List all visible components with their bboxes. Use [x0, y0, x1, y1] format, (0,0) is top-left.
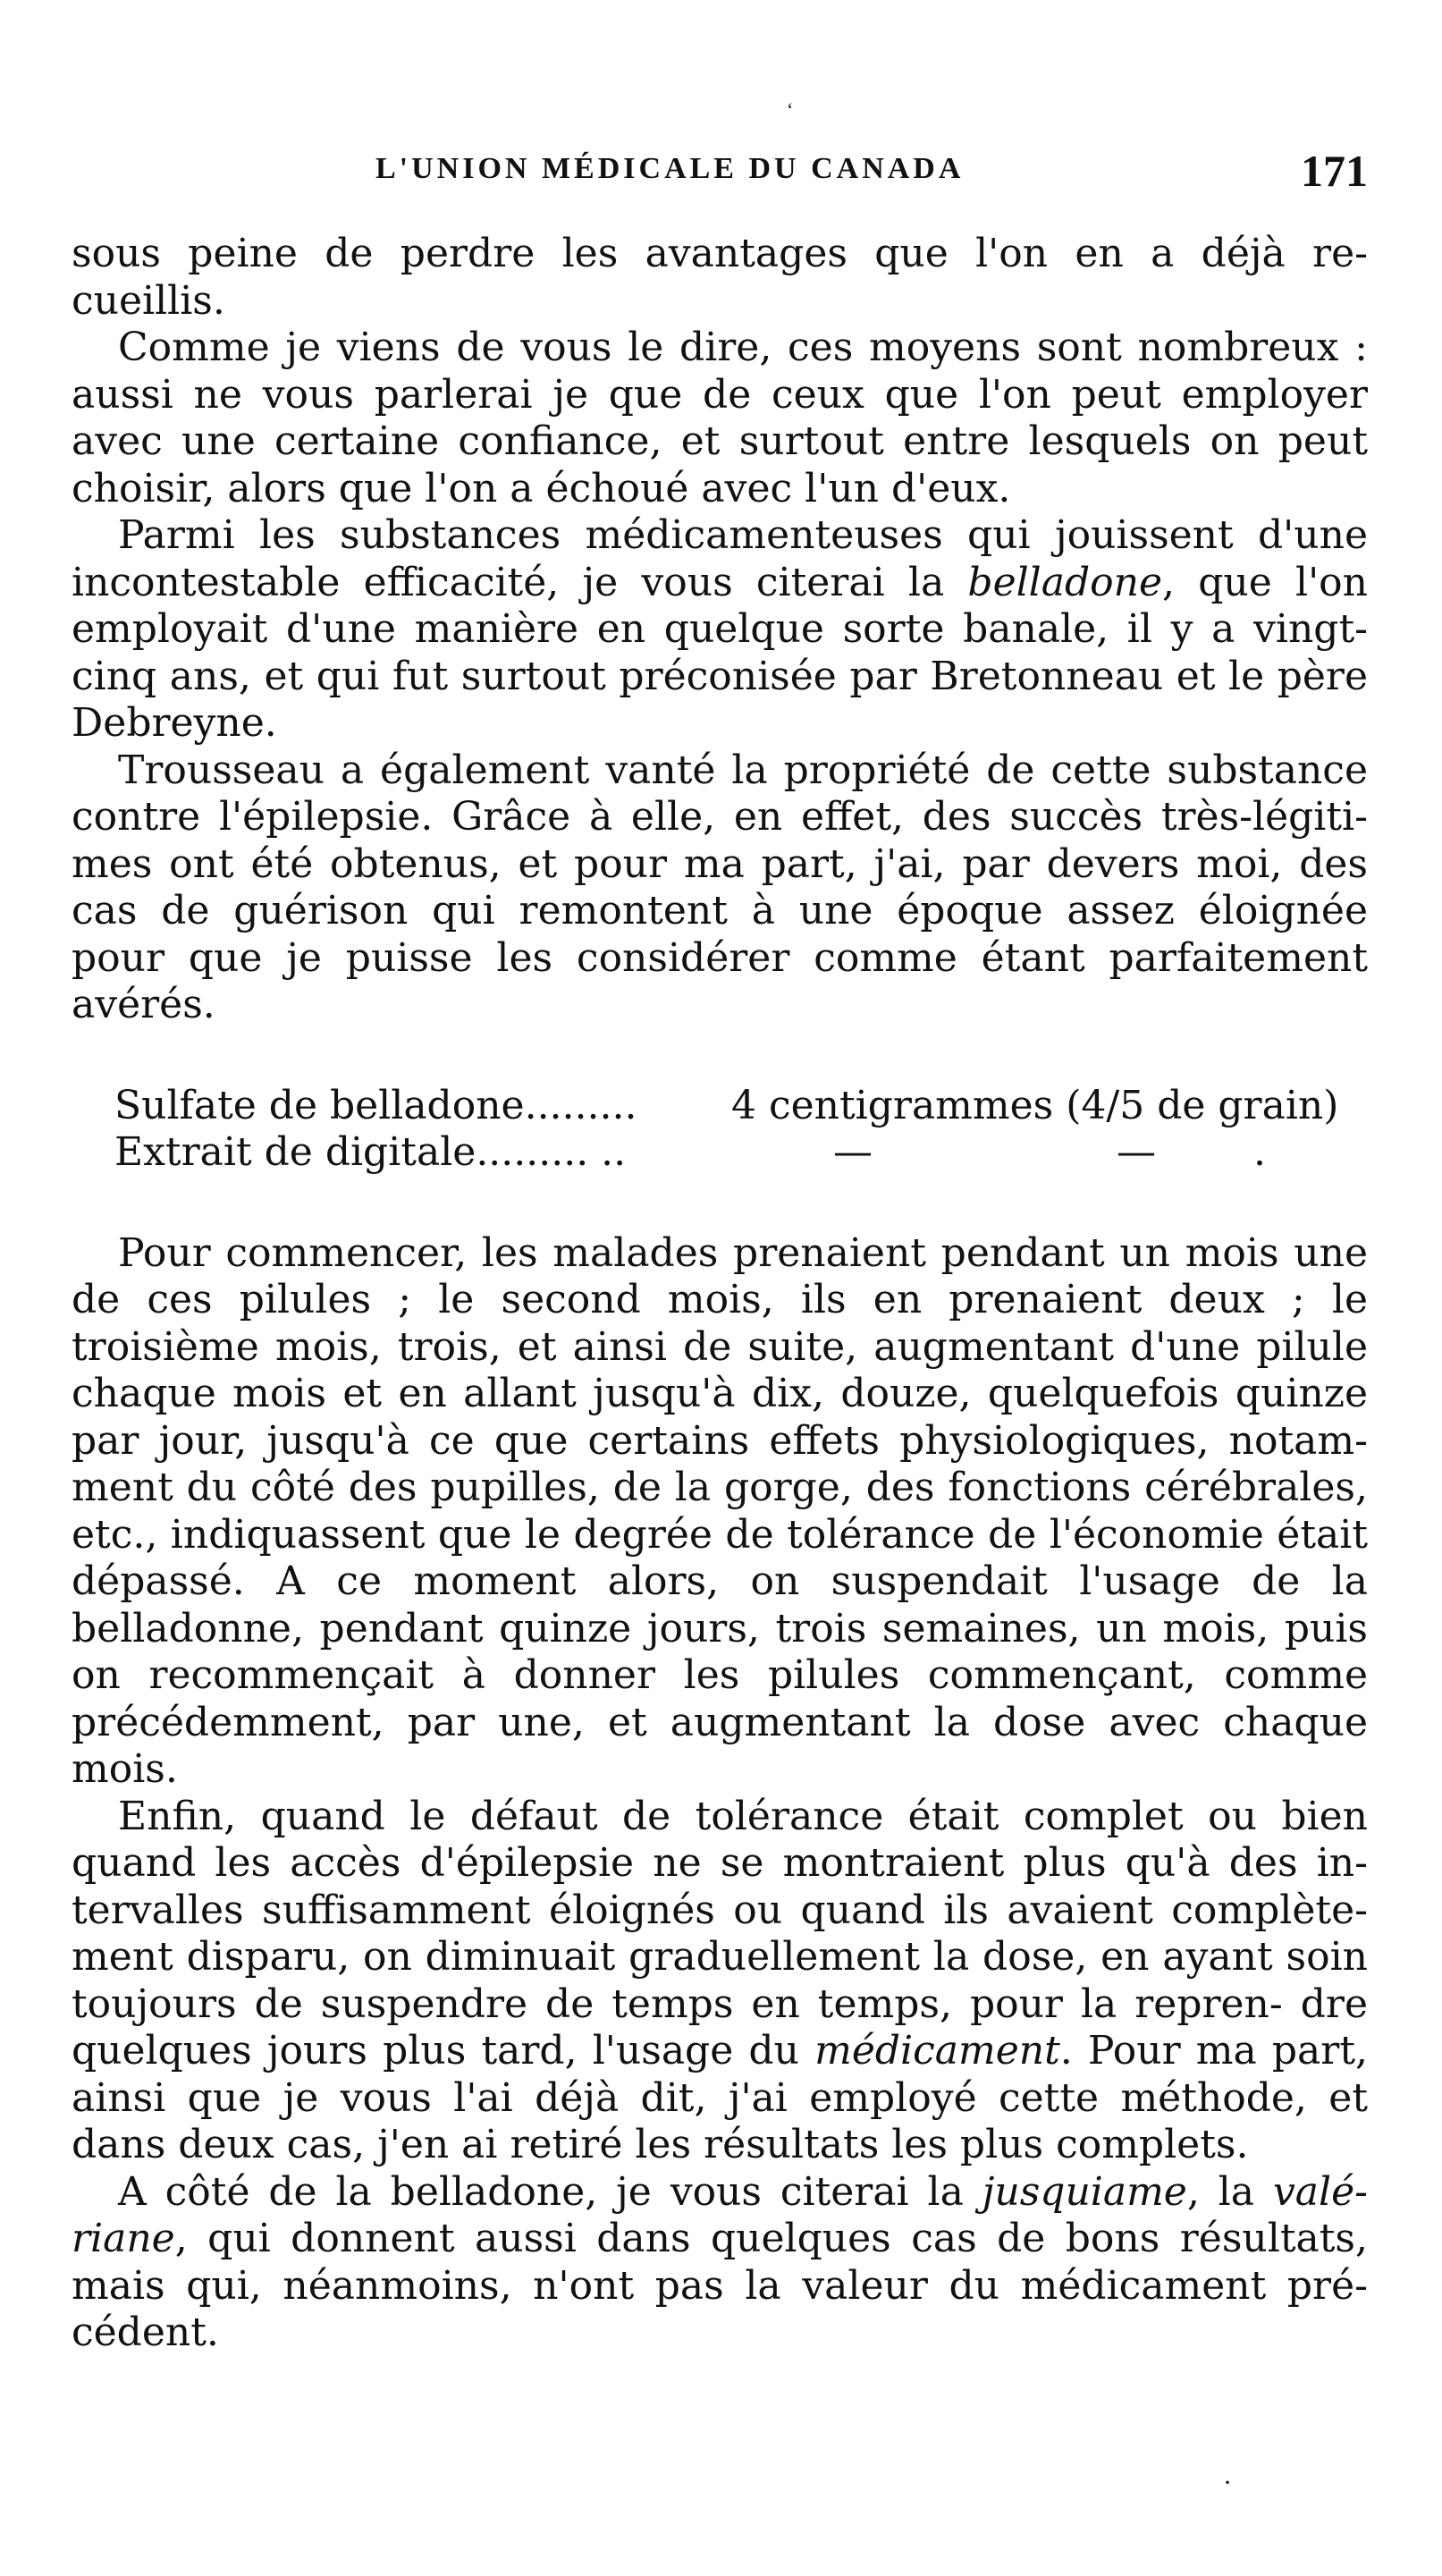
top-ink-mark: ‘	[787, 98, 794, 121]
paragraph-6-text-c: . Pour ma part, ainsi que je vous l'ai déjà dit, j'ai employé cette méthode, et dans deux cas, j'en ai retiré les résultats les plus complets.	[72, 2028, 1368, 2167]
body-text	[72, 231, 1368, 2357]
paragraph-7-text-e: , qui donnent aussi dans quelques cas de bons résultats, mais qui, néanmoins, n'ont pas la valeur du médicament pré- cédent.	[72, 2216, 1368, 2355]
paragraph-6-text-a: Enfin, quand le défaut de tolérance était complet ou bien quand les accès d'épilepsie ne se montraient plus qu'à des in- tervalles suffisamment éloignés ou quand ils avaient complète- ment disparu, on diminuait graduellement la dose, en ayant soin toujours de suspendre de temps en temps, pour la repren- dre quelques jours plus tard, l'usage du	[72, 1793, 1368, 2073]
spacer	[72, 1177, 1368, 1230]
paragraph-7-text-a: A côté de la belladone, je vous citerai la	[118, 2168, 964, 2215]
formula-dose-1: 4 centigrammes (4/5 de grain)	[731, 1082, 1339, 1128]
page-header	[72, 145, 1368, 198]
paragraph-7-text-c: , la	[1186, 2168, 1255, 2215]
formula-ingredient-2: Extrait de digitale......... ..	[114, 1129, 627, 1175]
paragraph-7-italic-jusquiame: jusquiame	[982, 2168, 1187, 2215]
running-title: L'UNION MÉDICALE DU CANADA	[375, 152, 965, 185]
paragraph-3-italic-belladone: belladone	[967, 559, 1163, 605]
bottom-ink-dot: ·	[1223, 2468, 1232, 2497]
paragraph-2: Comme je viens de vous le dire, ces moyens sont nombreux : aussi ne vous parlerai je que de ceux que l'on peut employer avec une certaine confiance, et surtout entre lesquels on peut choisir, alors que l'on a échoué avec l'un d'eux.	[72, 325, 1368, 511]
paragraph-3	[72, 512, 1368, 747]
paragraph-4: Trousseau a également vanté la propriété de cette substance contre l'épilepsie. Grâce à elle, en effet, des succès très-légiti- mes ont été obtenus, et pour ma part, j'ai, par devers moi, des cas de guérison qui remontent à une époque assez éloignée pour que je puisse les considérer comme étant parfaitement avérés.	[72, 747, 1368, 1027]
formula-dash-1: —	[833, 1129, 873, 1175]
paragraph-5: Pour commencer, les malades prenaient pendant un mois une de ces pilules ; le second mois, ils en prenaient deux ; le troisième mois, trois, et ainsi de suite, augmentant d'une pilule chaque mois et en allant jusqu'à dix, douze, quelquefois quinze par jour, jusqu'à ce que certains effets physiologiques, notam- ment du côté des pupilles, de la gorge, des fonctions cérébrales, etc., indiquassent que le degrée de tolérance de l'économie était dépassé. A ce moment alors, on suspendait l'usage de la belladonne, pendant quinze jours, trois semaines, un mois, puis on recommençait à donner les pilules commençant, comme précédemment, par une, et augmentant la dose avec chaque mois.	[72, 1229, 1368, 1792]
prescription-formula	[114, 1083, 1368, 1177]
paragraph-7-italic-valeriane: valé- riane	[72, 2168, 1369, 2261]
paragraph-6-italic-medicament: médicament	[814, 2028, 1060, 2073]
formula-row-1	[114, 1083, 1368, 1130]
spacer	[72, 1029, 1368, 1083]
paragraph-1: sous peine de perdre les avantages que l'on en a déjà re- cueillis.	[72, 231, 1368, 324]
formula-dash-2: —	[1117, 1129, 1156, 1175]
book-page	[72, 0, 1368, 2576]
page-number: 171	[1301, 146, 1368, 196]
paragraph-3-text-c: , que l'on employait d'une manière en quelque sorte banale, il y a vingt- cinq ans, et qui fut surtout préconisée par Bretonneau et le père Debreyne.	[72, 559, 1368, 746]
paragraph-3-text-a: Parmi les substances médicamenteuses qui jouissent d'une incontestable efficacité, je vous citerai la	[72, 512, 1368, 605]
formula-row-2	[114, 1129, 1368, 1177]
formula-trailing-mark: .	[1253, 1129, 1266, 1175]
paragraph-7	[72, 2169, 1368, 2357]
paragraph-6	[72, 1794, 1368, 2169]
formula-ingredient-1: Sulfate de belladone.........	[114, 1082, 637, 1128]
